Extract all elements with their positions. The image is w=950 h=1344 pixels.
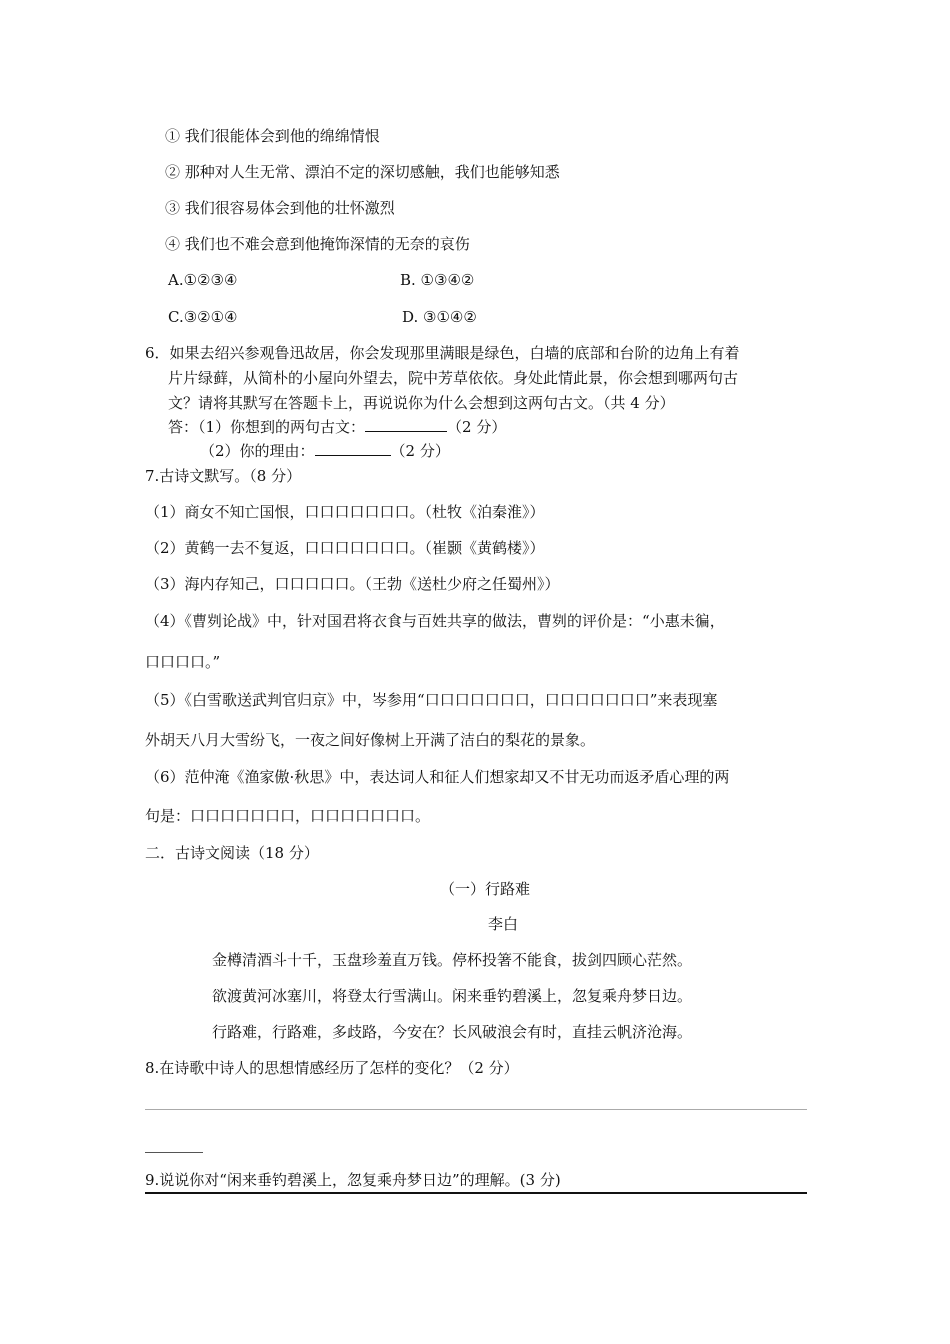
- q6-answer-1-label: 答：（1）你想到的两句古文：: [168, 418, 366, 436]
- q6-text-line-2: 片片绿藓，从简朴的小屋向外望去，院中芳草依依。身处此情此景，你会想到哪两句古: [168, 369, 739, 387]
- poem-author: 李白: [488, 915, 519, 933]
- q7-item-4-line-1: （4）《曹刿论战》中，针对国君将衣食与百姓共享的做法，曹刿的评价是：“小惠未徧，: [145, 612, 725, 630]
- section-2-heading: 二．古诗文阅读（18 分）: [145, 844, 319, 862]
- q7-item-6-line-2: 句是：口口口口口口口，口口口口口口口。: [145, 807, 431, 825]
- q8-answer-line[interactable]: [145, 1109, 807, 1110]
- q5-item-4: ④ 我们也不难会意到他掩饰深情的无奈的哀伤: [165, 235, 470, 253]
- q6-answer-2-label: （2）你的理由：: [200, 442, 315, 460]
- q5-option-a: A.①②③④: [168, 271, 238, 289]
- q7-item-5-line-1: （5）《白雪歌送武判官归京》中，岑参用“口口口口口口口，口口口口口口口”来表现塞: [145, 691, 718, 709]
- q5-option-b: B. ①③④②: [400, 271, 475, 289]
- q7-item-2: （2）黄鹤一去不复返，口口口口口口口。（崔颢《黄鹤楼》）: [145, 539, 545, 557]
- q7-item-3: （3）海内存知己，口口口口口。（王勃《送杜少府之任蜀州》）: [145, 575, 560, 593]
- q5-item-3: ③ 我们很容易体会到他的壮怀激烈: [165, 199, 395, 217]
- q7-item-1: （1）商女不知亡国恨，口口口口口口口。（杜牧《泊秦淮》）: [145, 503, 545, 521]
- q5-option-c: C.③②①④: [168, 308, 238, 326]
- q5-item-1: ① 我们很能体会到他的绵绵情恨: [165, 127, 380, 145]
- q7-item-5-line-2: 外胡天八月大雪纷飞，一夜之间好像树上开满了洁白的梨花的景象。: [145, 731, 596, 749]
- q6-answer-2: [200, 441, 450, 461]
- q5-option-d: D. ③①④②: [402, 308, 477, 326]
- q7-title: 7.古诗文默写。（8 分）: [145, 467, 302, 485]
- poem-line-3: 行路难，行路难，多歧路，今安在？长风破浪会有时，直挂云帆济沧海。: [212, 1023, 693, 1041]
- poem-title: （一）行路难: [440, 880, 531, 898]
- q6-answer-1: [168, 417, 506, 437]
- poem-line-2: 欲渡黄河冰塞川，将登太行雪满山。闲来垂钓碧溪上，忽复乘舟梦日边。: [212, 987, 693, 1005]
- q6-answer-2-score: （2 分）: [390, 442, 450, 460]
- q7-item-4-line-2: 口口口口。”: [145, 653, 221, 671]
- q6-text-line-1: 6．如果去绍兴参观鲁迅故居，你会发现那里满眼是绿色，白墙的底部和台阶的边角上有着: [145, 344, 740, 362]
- q6-text-line-3: 文？请将其默写在答题卡上，再说说你为什么会想到这两句古文。（共 4 分）: [168, 394, 675, 412]
- q6-answer-1-blank[interactable]: [365, 417, 447, 432]
- q6-answer-2-blank[interactable]: [315, 441, 391, 456]
- q6-answer-1-score: （2 分）: [447, 418, 507, 436]
- q8-answer-line-short[interactable]: [145, 1152, 203, 1153]
- q9-underline: [145, 1192, 807, 1194]
- q9-question: 9.说说你对“闲来垂钓碧溪上，忽复乘舟梦日边”的理解。(3 分): [145, 1171, 561, 1189]
- q8-question: 8.在诗歌中诗人的思想情感经历了怎样的变化？（2 分）: [145, 1059, 519, 1077]
- q7-item-6-line-1: （6）范仲淹《渔家傲·秋思》中，表达词人和征人们想家却又不甘无功而返矛盾心理的两: [145, 768, 730, 786]
- q5-item-2: ② 那种对人生无常、漂泊不定的深切感触，我们也能够知悉: [165, 163, 560, 181]
- poem-line-1: 金樽清酒斗十千，玉盘珍羞直万钱。停杯投箸不能食，拔剑四顾心茫然。: [212, 951, 693, 969]
